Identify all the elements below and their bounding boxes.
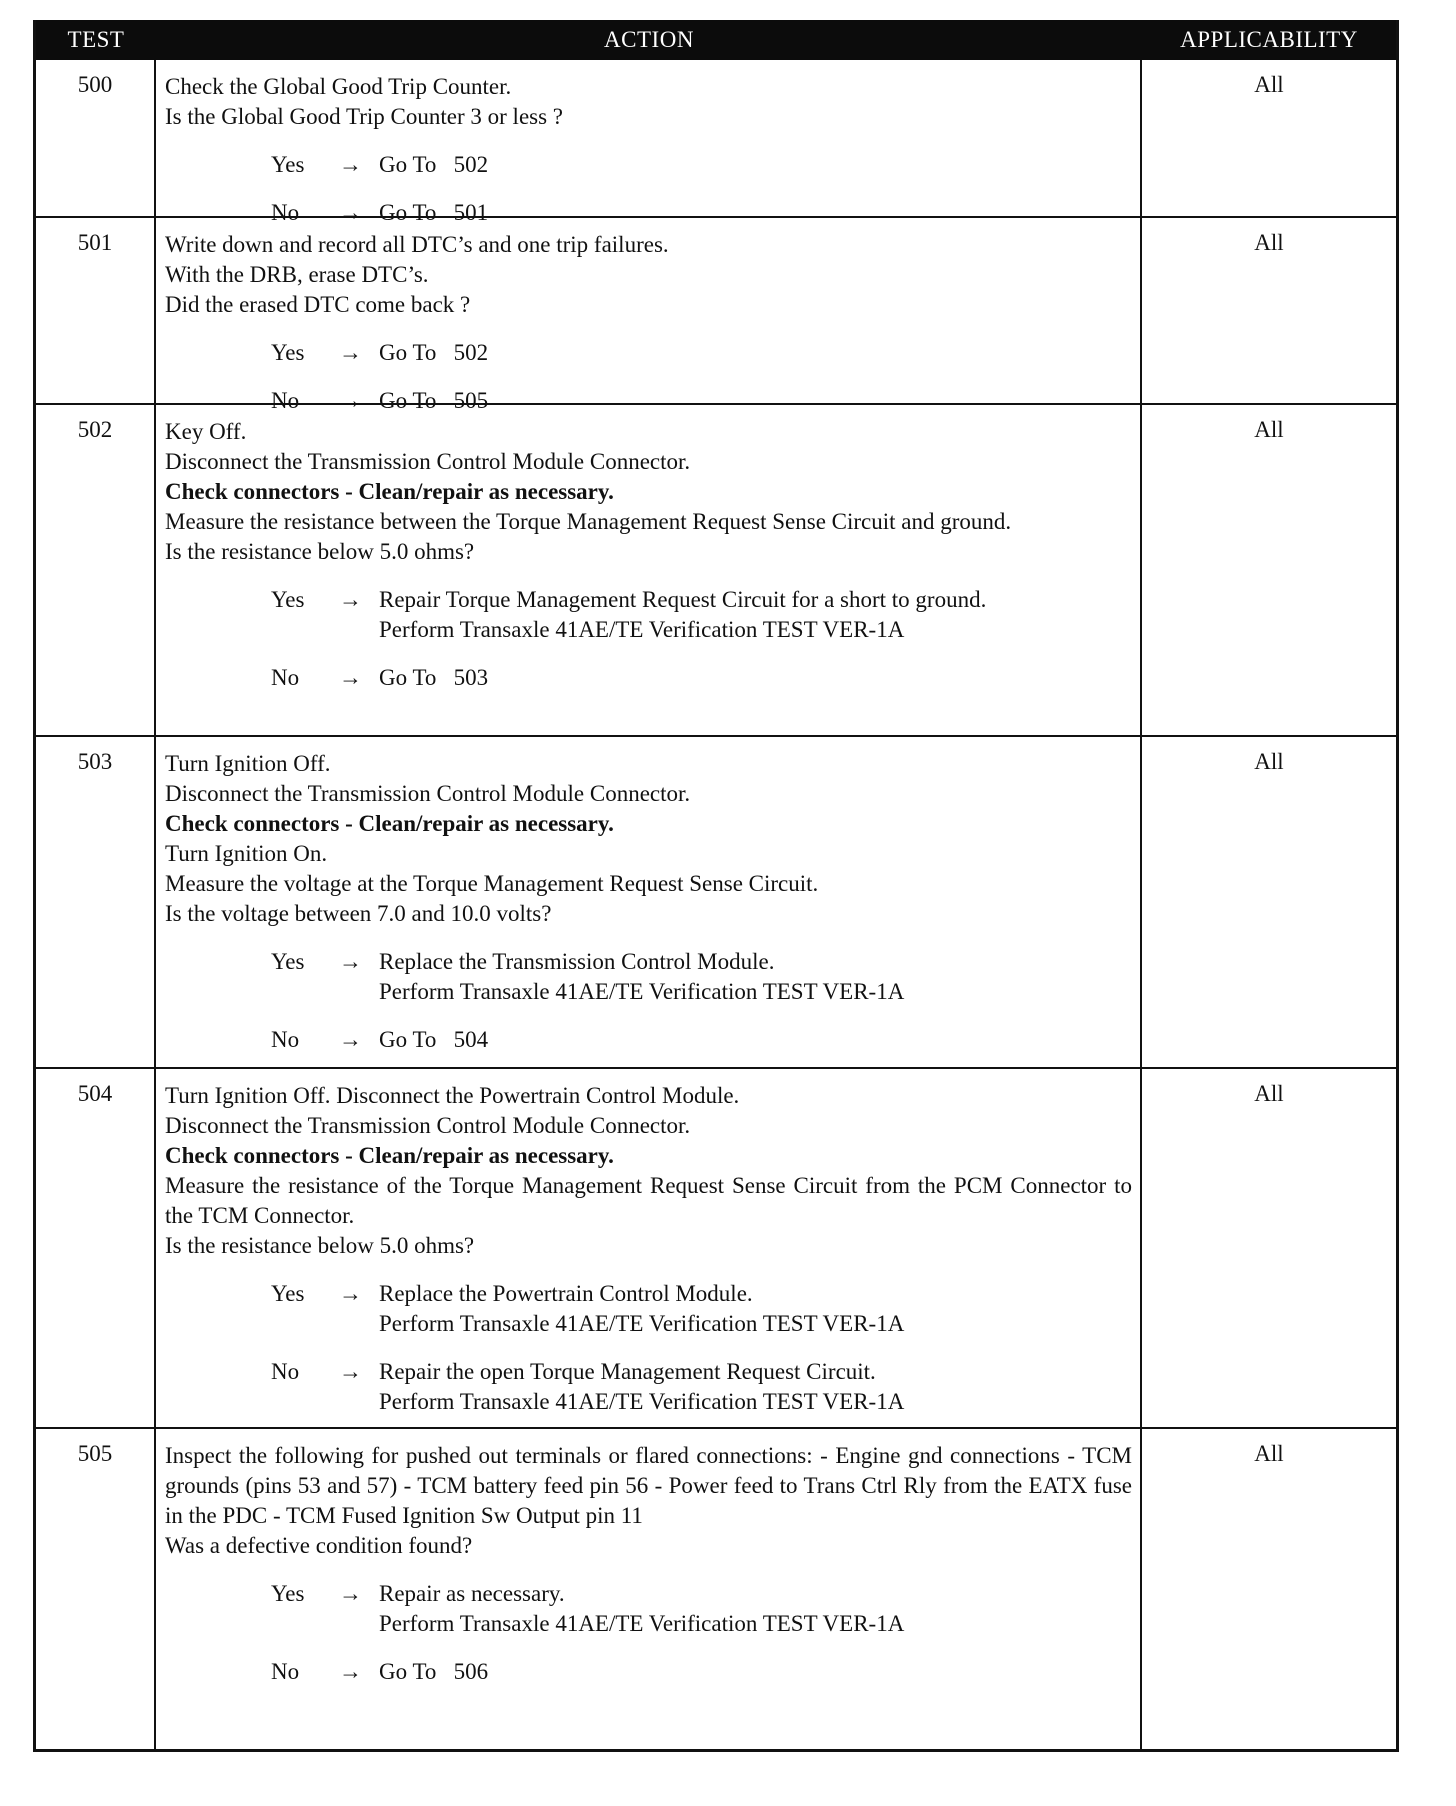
no-result: Go To 504 <box>379 1027 489 1052</box>
yes-label: Yes <box>271 340 305 365</box>
action-line-emphasis: Check connectors - Clean/repair as necessary. <box>165 811 614 836</box>
header-applicability: APPLICABILITY <box>1180 27 1358 52</box>
action-line: Is the voltage between 7.0 and 10.0 volts? <box>165 901 552 926</box>
no-result: Repair the open Torque Management Request Circuit. Perform Transaxle 41AE/TE Verification TEST VER-1A <box>379 1359 905 1414</box>
action-line: Is the resistance below 5.0 ohms? <box>165 1233 475 1258</box>
yes-result: Repair as necessary. Perform Transaxle 41AE/TE Verification TEST VER-1A <box>379 1581 905 1636</box>
no-label: No <box>271 1659 300 1684</box>
action-cell <box>156 218 1142 413</box>
yes-branch <box>165 585 1132 645</box>
action-line: Disconnect the Transmission Control Module Connector. <box>165 1113 691 1138</box>
yes-result: Go To 502 <box>379 152 489 177</box>
action-line: Did the erased DTC come back ? <box>165 292 471 317</box>
arrow-icon: → <box>339 949 362 974</box>
yes-branch <box>165 947 1132 1007</box>
action-line: Disconnect the Transmission Control Module Connector. <box>165 449 691 474</box>
no-branch <box>165 1357 1132 1417</box>
no-branch <box>165 1025 1132 1055</box>
yes-branch <box>165 1579 1132 1639</box>
yes-label: Yes <box>271 1281 305 1306</box>
yes-label: Yes <box>271 949 305 974</box>
action-line-emphasis: Check connectors - Clean/repair as necessary. <box>165 479 614 504</box>
test-number: 501 <box>36 218 156 403</box>
no-branch <box>165 1657 1132 1687</box>
yes-label: Yes <box>271 587 305 612</box>
test-number: 500 <box>36 60 156 216</box>
test-row-503 <box>36 735 1396 1067</box>
test-number: 504 <box>36 1069 156 1427</box>
test-row-500 <box>36 60 1396 225</box>
action-line: Is the Global Good Trip Counter 3 or less ? <box>165 104 564 129</box>
no-result: Go To 506 <box>379 1659 489 1684</box>
header-test: TEST <box>67 27 125 52</box>
arrow-icon: → <box>339 587 362 612</box>
arrow-icon: → <box>339 1359 362 1384</box>
header-action: ACTION <box>604 27 694 52</box>
test-number: 505 <box>36 1429 156 1749</box>
action-cell <box>156 1429 1142 1749</box>
arrow-icon: → <box>339 152 362 177</box>
no-label: No <box>271 665 300 690</box>
arrow-icon: → <box>339 1659 362 1684</box>
action-line: Disconnect the Transmission Control Module Connector. <box>165 781 691 806</box>
no-result: Go To 503 <box>379 665 489 690</box>
action-line: Write down and record all DTC’s and one trip failures. <box>165 232 669 257</box>
no-result: Go To 501 <box>379 200 489 225</box>
arrow-icon: → <box>339 388 362 413</box>
yes-result: Repair Torque Management Request Circuit for a short to ground. Perform Transaxle 41AE/TE Verification TEST VER-1A <box>379 587 987 642</box>
action-cell <box>156 60 1142 225</box>
no-label: No <box>271 1359 300 1384</box>
arrow-icon: → <box>339 340 362 365</box>
action-line: Measure the resistance between the Torque Management Request Sense Circuit and ground. <box>165 509 1012 534</box>
yes-result: Replace the Transmission Control Module. Perform Transaxle 41AE/TE Verification TEST VER-1A <box>379 949 905 1004</box>
no-label: No <box>271 200 300 225</box>
action-cell <box>156 405 1142 735</box>
test-number: 502 <box>36 405 156 735</box>
yes-result: Replace the Powertrain Control Module. Perform Transaxle 41AE/TE Verification TEST VER-1A <box>379 1281 905 1336</box>
yes-result: Go To 502 <box>379 340 489 365</box>
no-label: No <box>271 1027 300 1052</box>
yes-label: Yes <box>271 152 305 177</box>
applicability-value: All <box>1254 417 1284 442</box>
applicability-value: All <box>1254 72 1284 97</box>
action-line-emphasis: Check connectors - Clean/repair as necessary. <box>165 1143 614 1168</box>
applicability-value: All <box>1254 1441 1284 1466</box>
test-row-501 <box>36 216 1396 413</box>
applicability-value: All <box>1254 1081 1284 1106</box>
test-row-504 <box>36 1067 1396 1427</box>
action-line: Inspect the following for pushed out terminals or flared connections: - Engine gnd connections - TCM grounds (pins 53 and 57) - TCM battery feed pin 56 - Power feed to Trans Ctrl Rly from the EATX fuse in the PDC - TCM Fused Ignition Sw Output pin 11 <box>165 1443 1132 1528</box>
arrow-icon: → <box>339 1581 362 1606</box>
no-label: No <box>271 388 300 413</box>
test-number: 503 <box>36 737 156 1067</box>
yes-label: Yes <box>271 1581 305 1606</box>
arrow-icon: → <box>339 1281 362 1306</box>
arrow-icon: → <box>339 665 362 690</box>
yes-branch <box>165 338 1132 368</box>
action-line: Turn Ignition Off. Disconnect the Powertrain Control Module. <box>165 1083 740 1108</box>
action-line: Key Off. <box>165 419 247 444</box>
applicability-value: All <box>1254 230 1284 255</box>
action-line: Measure the resistance of the Torque Management Request Sense Circuit from the PCM Connector to the TCM Connector. <box>165 1173 1132 1228</box>
action-line: Measure the voltage at the Torque Management Request Sense Circuit. <box>165 871 819 896</box>
action-line: With the DRB, erase DTC’s. <box>165 262 429 287</box>
action-cell <box>156 1069 1142 1427</box>
table-header <box>36 20 1396 60</box>
arrow-icon: → <box>339 200 362 225</box>
action-line: Is the resistance below 5.0 ohms? <box>165 539 475 564</box>
action-line: Turn Ignition On. <box>165 841 328 866</box>
no-branch <box>165 663 1132 693</box>
action-line: Check the Global Good Trip Counter. <box>165 74 512 99</box>
applicability-value: All <box>1254 749 1284 774</box>
action-line: Was a defective condition found? <box>165 1533 473 1558</box>
arrow-icon: → <box>339 1027 362 1052</box>
action-line: Turn Ignition Off. <box>165 751 331 776</box>
yes-branch <box>165 150 1132 180</box>
test-row-505 <box>36 1427 1396 1749</box>
diagnostic-test-table <box>33 20 1399 1752</box>
no-result: Go To 505 <box>379 388 489 413</box>
yes-branch <box>165 1279 1132 1339</box>
action-cell <box>156 737 1142 1067</box>
test-row-502 <box>36 403 1396 735</box>
